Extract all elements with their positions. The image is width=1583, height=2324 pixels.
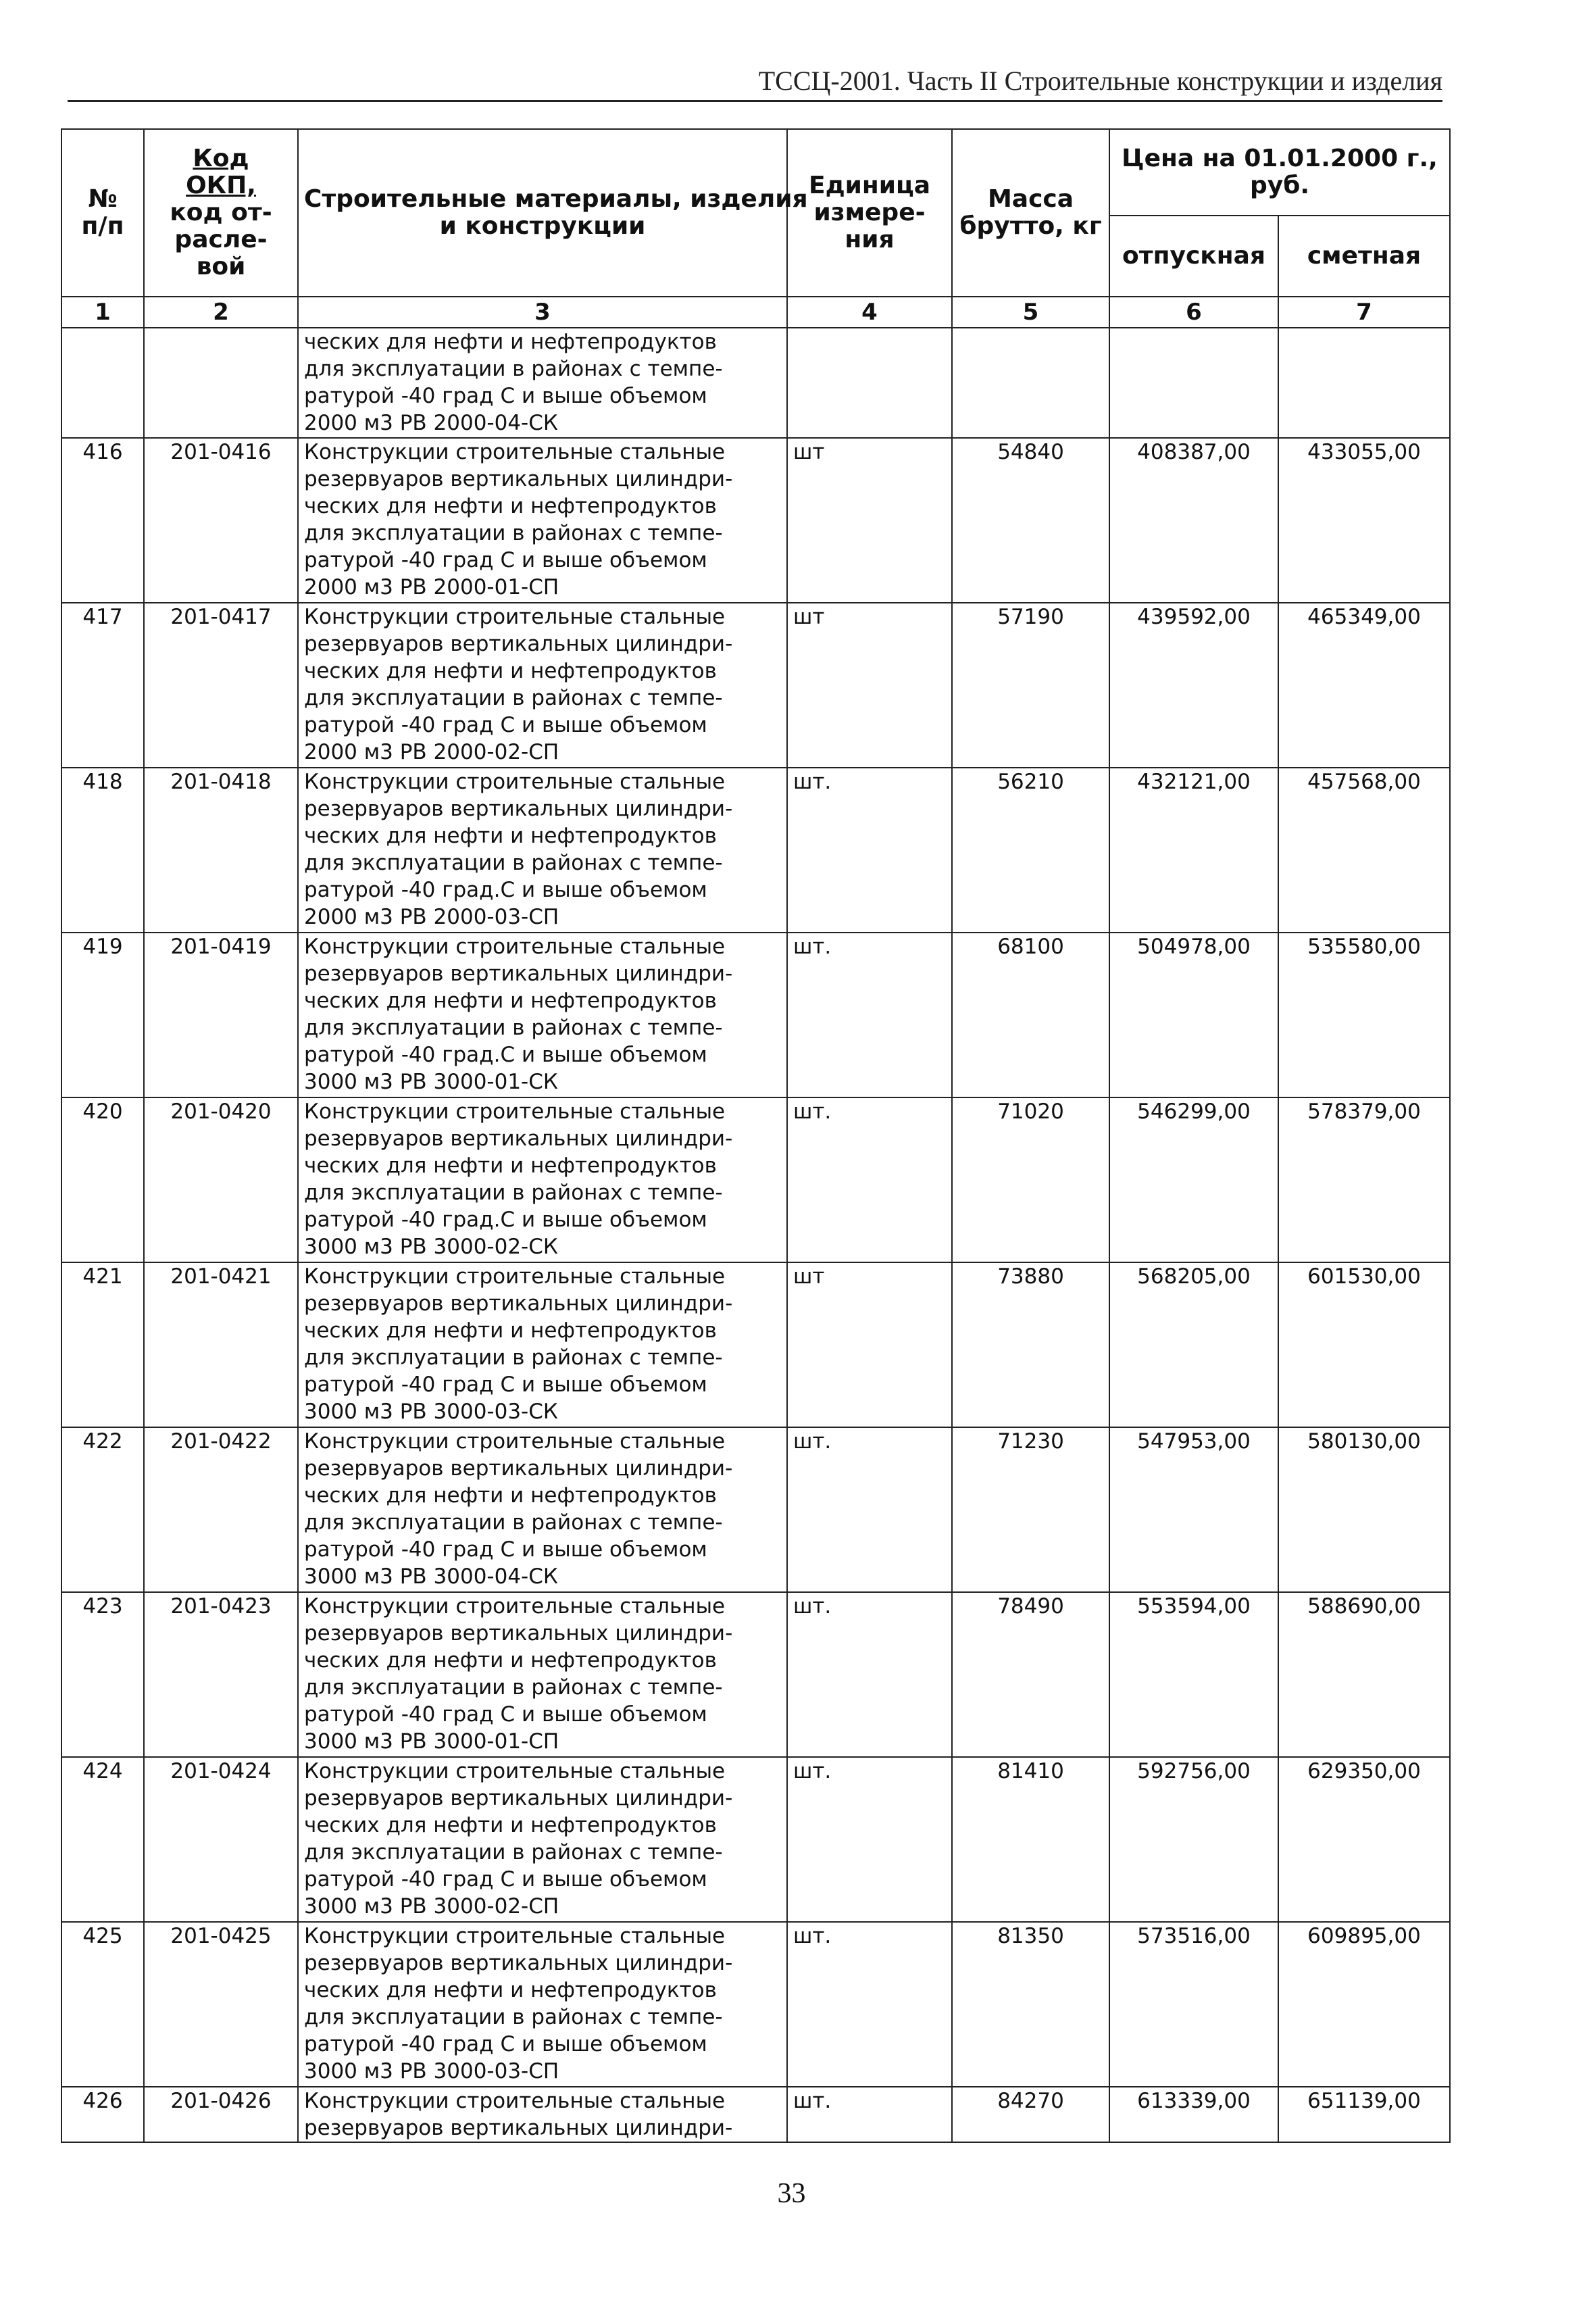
row-price-release: 613339,00 xyxy=(1109,2087,1278,2142)
table-row xyxy=(61,1427,1450,1592)
row-price-estimate: 601530,00 xyxy=(1278,1262,1450,1427)
row-price-estimate: 651139,00 xyxy=(1278,2087,1450,2142)
table-row xyxy=(61,438,1450,603)
header-no: № п/п xyxy=(61,129,144,297)
row-price-estimate: 580130,00 xyxy=(1278,1427,1450,1592)
header-unit: Единица измере- ния xyxy=(787,129,952,297)
row-unit: шт. xyxy=(787,933,952,1097)
row-mass: 57190 xyxy=(952,603,1109,768)
row-price-estimate: 465349,00 xyxy=(1278,603,1450,768)
row-description: Конструкции строительные стальные резервуаров вертикальных цилиндри- ческих для нефти и нефтепродуктов для эксплуатации в районах с темпе- ратурой -40 град С и выше объемом 3000 м3 РВ 3000-03-СК xyxy=(298,1262,787,1427)
row-mass: 84270 xyxy=(952,2087,1109,2142)
row-description: Конструкции строительные стальные резервуаров вертикальных цилиндри- ческих для нефти и нефтепродуктов для эксплуатации в районах с темпе- ратурой -40 град С и выше объемом 3000 м3 РВ 3000-01-СП xyxy=(298,1592,787,1757)
row-price-estimate: 535580,00 xyxy=(1278,933,1450,1097)
table-header xyxy=(61,129,1450,297)
column-number: 4 xyxy=(787,297,952,328)
row-price-release: 573516,00 xyxy=(1109,1922,1278,2087)
row-number: 420 xyxy=(61,1097,144,1262)
row-unit: шт. xyxy=(787,1757,952,1922)
price-table xyxy=(61,128,1451,2143)
row-description: Конструкции строительные стальные резервуаров вертикальных цилиндри- ческих для нефти и нефтепродуктов для эксплуатации в районах с темпе- ратурой -40 град С и выше объемом 2000 м3 РВ 2000-01-СП xyxy=(298,438,787,603)
row-description: Конструкции строительные стальные резервуаров вертикальных цилиндри- ческих для нефти и нефтепродуктов для эксплуатации в районах с темпе- ратурой -40 град С и выше объемом 3000 м3 РВ 3000-02-СП xyxy=(298,1757,787,1922)
table-row xyxy=(61,768,1450,933)
row-description: Конструкции строительные стальные резервуаров вертикальных цилиндри- ческих для нефти и нефтепродуктов для эксплуатации в районах с темпе- ратурой -40 град С и выше объемом 3000 м3 РВ 3000-03-СП xyxy=(298,1922,787,2087)
column-number: 7 xyxy=(1278,297,1450,328)
row-unit: шт xyxy=(787,603,952,768)
row-price-release: 547953,00 xyxy=(1109,1427,1278,1592)
row-price-release: 553594,00 xyxy=(1109,1592,1278,1757)
column-number: 3 xyxy=(298,297,787,328)
row-number: 419 xyxy=(61,933,144,1097)
row-okp-code: 201-0419 xyxy=(144,933,298,1097)
table-row xyxy=(61,933,1450,1097)
row-price-estimate: 609895,00 xyxy=(1278,1922,1450,2087)
header-materials: Строительные материалы, изделия и конструкции xyxy=(298,129,787,297)
row-mass: 54840 xyxy=(952,438,1109,603)
row-okp-code: 201-0421 xyxy=(144,1262,298,1427)
row-okp-code: 201-0420 xyxy=(144,1097,298,1262)
row-price-estimate: 629350,00 xyxy=(1278,1757,1450,1922)
table-row xyxy=(61,1922,1450,2087)
table-body xyxy=(61,297,1450,2142)
row-price-release: 568205,00 xyxy=(1109,1262,1278,1427)
row-unit: шт. xyxy=(787,1097,952,1262)
row-description: ческих для нефти и нефтепродуктов для эксплуатации в районах с темпе- ратурой -40 град С и выше объемом 2000 м3 РВ 2000-04-СК xyxy=(298,328,787,438)
row-unit: шт xyxy=(787,438,952,603)
row-mass: 78490 xyxy=(952,1592,1109,1757)
row-okp-code: 201-0423 xyxy=(144,1592,298,1757)
row-mass: 56210 xyxy=(952,768,1109,933)
row-mass: 68100 xyxy=(952,933,1109,1097)
row-number: 425 xyxy=(61,1922,144,2087)
table-row xyxy=(61,603,1450,768)
row-number: 418 xyxy=(61,768,144,933)
table-row xyxy=(61,1097,1450,1262)
row-number: 423 xyxy=(61,1592,144,1757)
row-description: Конструкции строительные стальные резервуаров вертикальных цилиндри- ческих для нефти и нефтепродуктов для эксплуатации в районах с темпе- ратурой -40 град С и выше объемом 2000 м3 РВ 2000-02-СП xyxy=(298,603,787,768)
row-okp-code: 201-0416 xyxy=(144,438,298,603)
row-description: Конструкции строительные стальные резервуаров вертикальных цилиндри- ческих для нефти и нефтепродуктов для эксплуатации в районах с темпе- ратурой -40 град.С и выше объемом 3000 м3 РВ 3000-02-СК xyxy=(298,1097,787,1262)
row-number: 417 xyxy=(61,603,144,768)
row-price-estimate: 578379,00 xyxy=(1278,1097,1450,1262)
row-description: Конструкции строительные стальные резервуаров вертикальных цилиндри- ческих для нефти и нефтепродуктов для эксплуатации в районах с темпе- ратурой -40 град.С и выше объемом 3000 м3 РВ 3000-01-СК xyxy=(298,933,787,1097)
row-unit: шт. xyxy=(787,768,952,933)
header-okp-code: Код ОКП, код от- расле- вой xyxy=(144,129,298,297)
row-description: Конструкции строительные стальные резервуаров вертикальных цилиндри- ческих для нефти и нефтепродуктов для эксплуатации в районах с темпе- ратурой -40 град.С и выше объемом 2000 м3 РВ 2000-03-СП xyxy=(298,768,787,933)
row-price-estimate: 457568,00 xyxy=(1278,768,1450,933)
row-mass: 81350 xyxy=(952,1922,1109,2087)
row-okp-code: 201-0417 xyxy=(144,603,298,768)
row-number: 416 xyxy=(61,438,144,603)
row-okp-code: 201-0422 xyxy=(144,1427,298,1592)
column-number: 2 xyxy=(144,297,298,328)
table-row xyxy=(61,1757,1450,1922)
row-unit: шт. xyxy=(787,1592,952,1757)
page-number: 33 xyxy=(777,2178,806,2209)
row-price-release: 504978,00 xyxy=(1109,933,1278,1097)
table-row xyxy=(61,1592,1450,1757)
table-row xyxy=(61,1262,1450,1427)
row-price-estimate: 588690,00 xyxy=(1278,1592,1450,1757)
row-description: Конструкции строительные стальные резервуаров вертикальных цилиндри- xyxy=(298,2087,787,2142)
header-price-estimate: сметная xyxy=(1278,216,1450,297)
row-okp-code: 201-0425 xyxy=(144,1922,298,2087)
row-price-release: 408387,00 xyxy=(1109,438,1278,603)
column-number: 5 xyxy=(952,297,1109,328)
row-price-release: 439592,00 xyxy=(1109,603,1278,768)
row-unit: шт. xyxy=(787,2087,952,2142)
row-unit: шт. xyxy=(787,1427,952,1592)
running-header: ТССЦ-2001. Часть II Строительные конструкции и изделия xyxy=(68,62,1442,102)
row-mass: 71020 xyxy=(952,1097,1109,1262)
column-number: 1 xyxy=(61,297,144,328)
row-mass: 81410 xyxy=(952,1757,1109,1922)
row-okp-code: 201-0424 xyxy=(144,1757,298,1922)
row-price-release: 592756,00 xyxy=(1109,1757,1278,1922)
column-number-row xyxy=(61,297,1450,328)
row-mass: 71230 xyxy=(952,1427,1109,1592)
row-unit: шт. xyxy=(787,1922,952,2087)
column-number: 6 xyxy=(1109,297,1278,328)
row-price-estimate: 433055,00 xyxy=(1278,438,1450,603)
table-row xyxy=(61,2087,1450,2142)
row-number: 426 xyxy=(61,2087,144,2142)
row-description: Конструкции строительные стальные резервуаров вертикальных цилиндри- ческих для нефти и нефтепродуктов для эксплуатации в районах с темпе- ратурой -40 град С и выше объемом 3000 м3 РВ 3000-04-СК xyxy=(298,1427,787,1592)
header-mass: Масса брутто, кг xyxy=(952,129,1109,297)
row-number: 422 xyxy=(61,1427,144,1592)
header-price-release: отпускная xyxy=(1109,216,1278,297)
row-okp-code: 201-0418 xyxy=(144,768,298,933)
table-row-continuation xyxy=(61,328,1450,438)
row-price-release: 546299,00 xyxy=(1109,1097,1278,1262)
row-price-release: 432121,00 xyxy=(1109,768,1278,933)
row-number: 421 xyxy=(61,1262,144,1427)
header-price: Цена на 01.01.2000 г., руб. xyxy=(1109,129,1450,216)
row-unit: шт xyxy=(787,1262,952,1427)
row-mass: 73880 xyxy=(952,1262,1109,1427)
row-okp-code: 201-0426 xyxy=(144,2087,298,2142)
row-number: 424 xyxy=(61,1757,144,1922)
